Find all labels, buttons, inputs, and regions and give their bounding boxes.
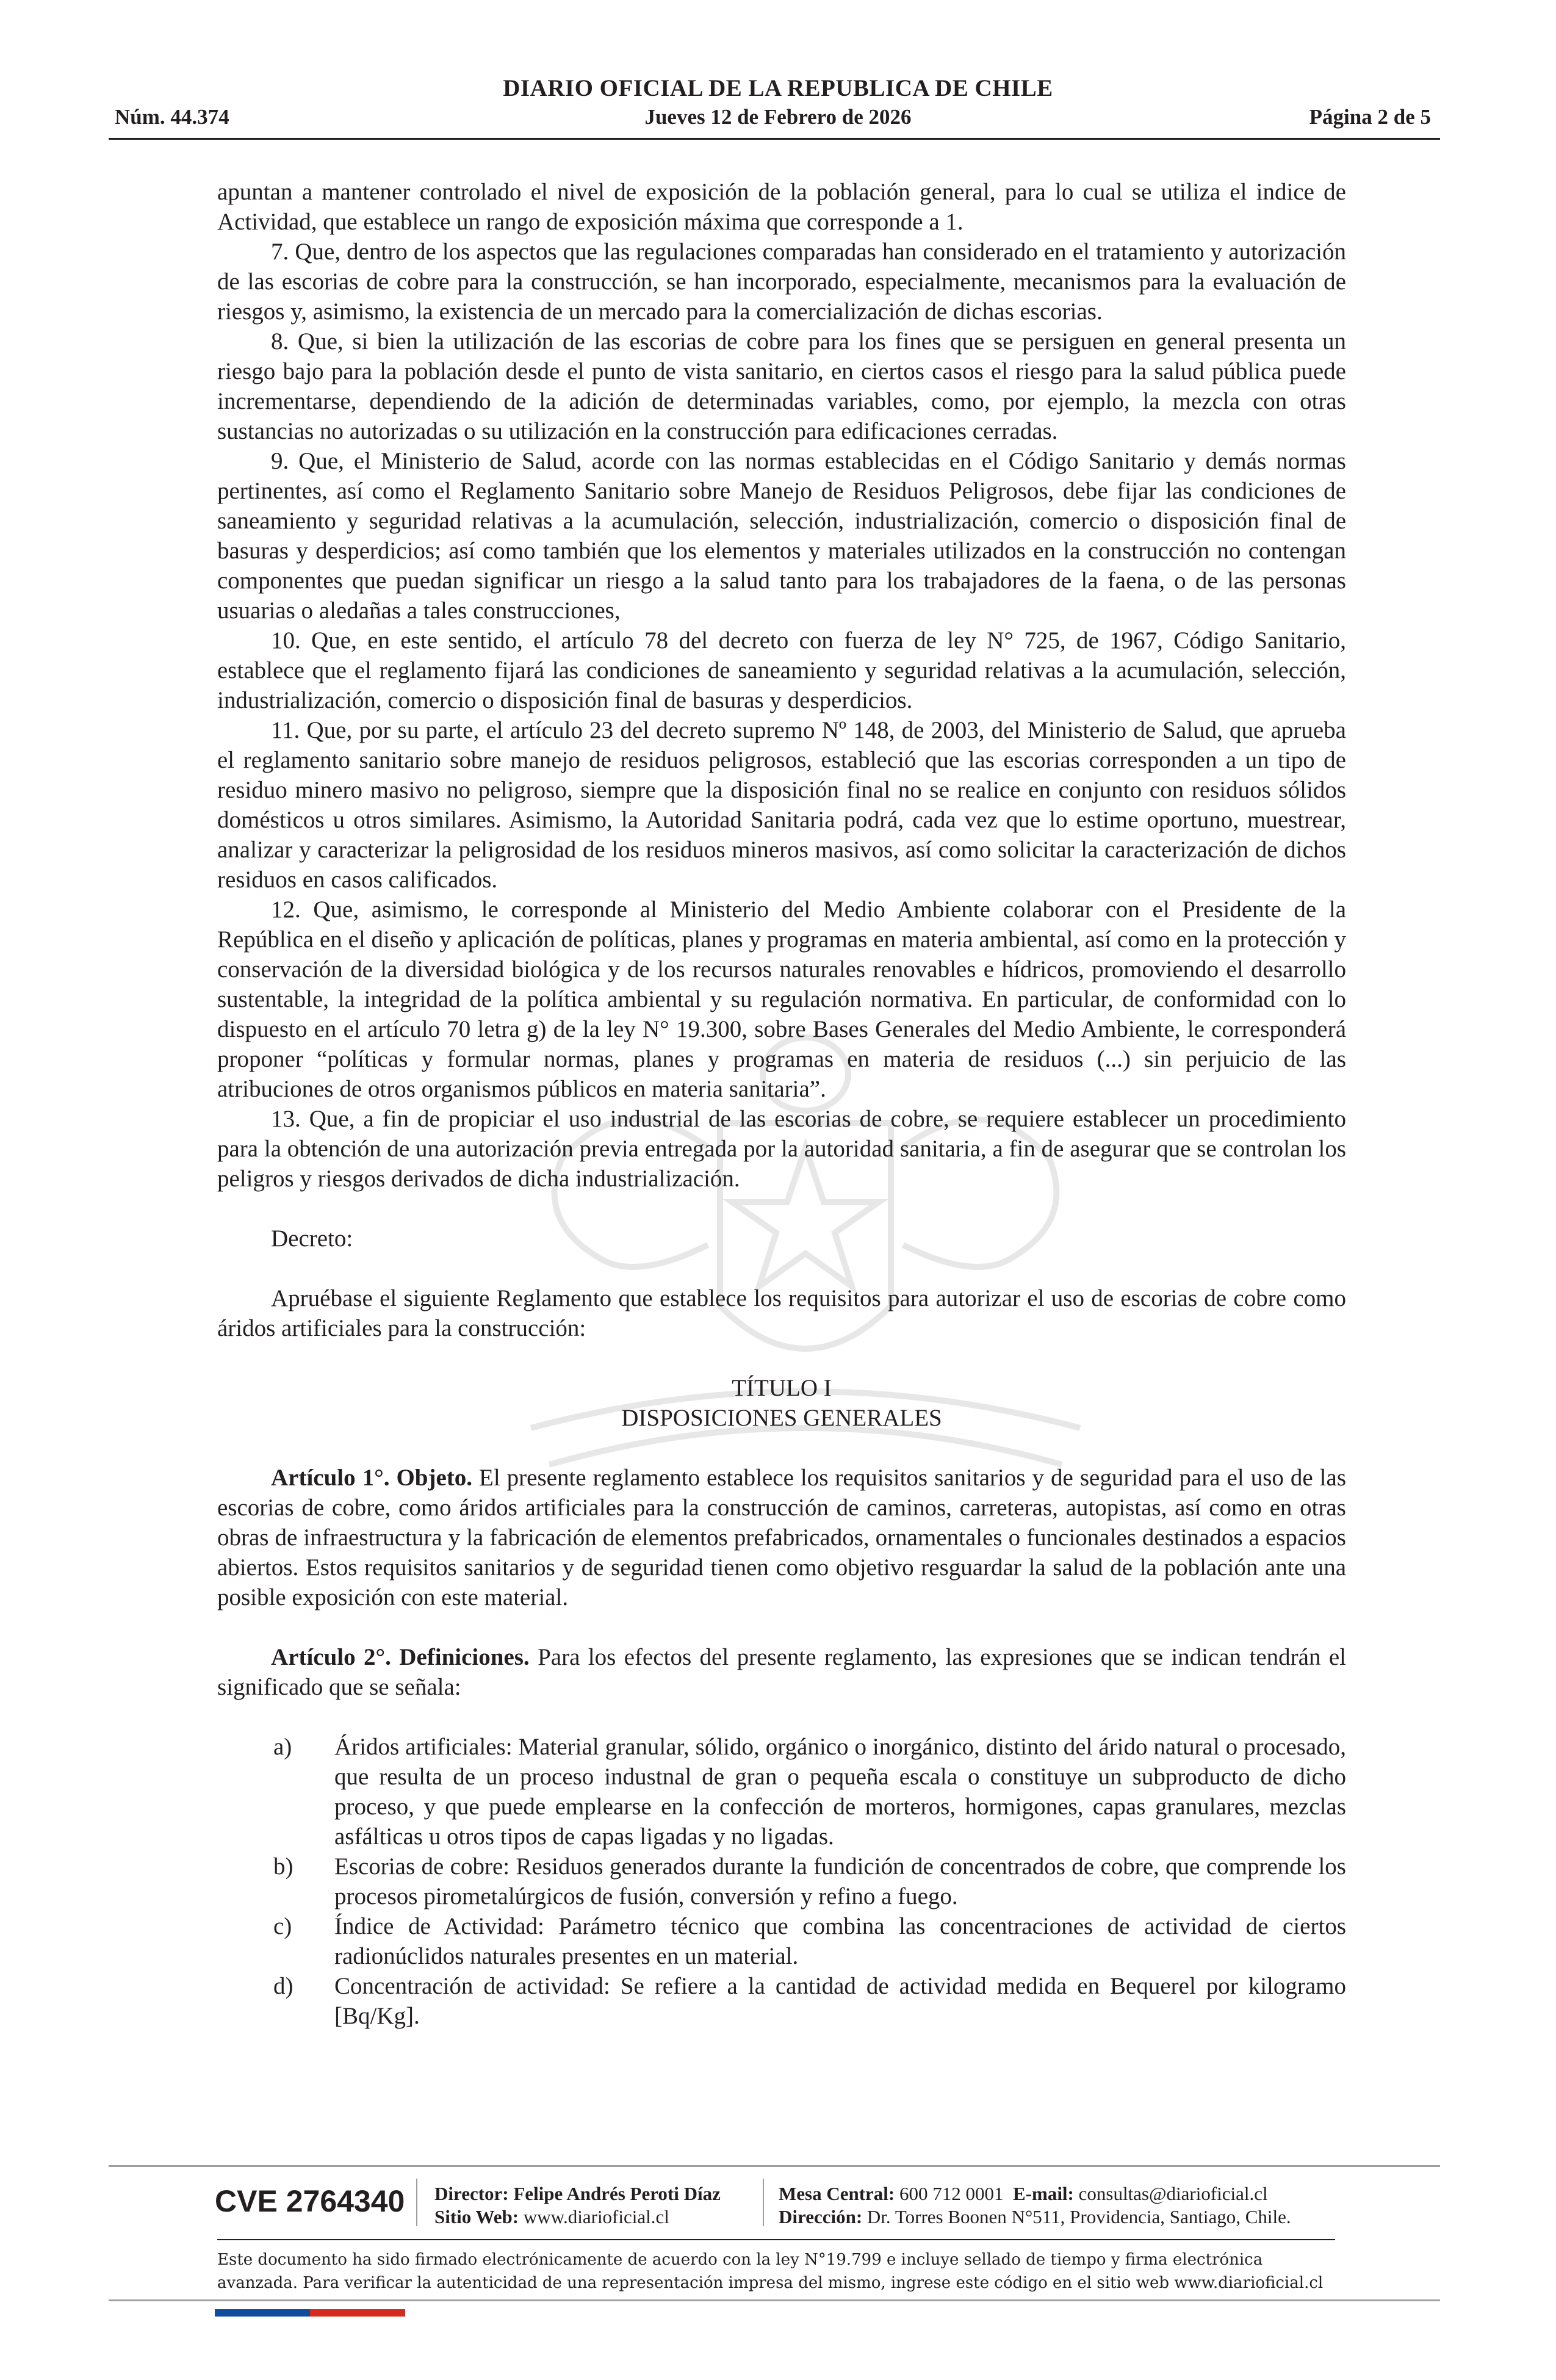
paragraph-continuation: apuntan a mantener controlado el nivel de exposición de la población general, para lo cual se utiliza el indice de Actividad, que establece un rango de exposición máxima que corresponde a 1. <box>217 179 1346 235</box>
address-label: Dirección: <box>779 2206 863 2227</box>
article-1 <box>217 1463 1346 1612</box>
footer-bottom-rule <box>109 2299 1440 2301</box>
decreto-label: Decreto: <box>271 1225 353 1252</box>
footer-mid-rule <box>217 2239 1335 2240</box>
list-item-text: Escorias de cobre: Residuos generados durante la fundición de concentrados de cobre, que comprende los procesos pirometalúrgicos de fusión, conversión y refino a fuego. <box>334 1853 1346 1909</box>
footer-top-rule <box>109 2165 1440 2167</box>
website-link[interactable]: www.diarioficial.cl <box>523 2206 669 2227</box>
article-1-text: El presente reglamento establece los requisitos sanitarios y de seguridad para el uso de las escorias de cobre, como áridos artificiales para la construcción de caminos, carreteras, autopistas, así como en otras obras de infraestructura y la fabricación de elementos prefabricados, ornamentales o funcionales destinados a espacios abiertos. Estos requisitos sanitarios y de seguridad tienen como objetivo resguardar la salud de la población ante una posible exposición con este material. <box>217 1465 1346 1610</box>
address-value: Dr. Torres Boonen N°511, Providencia, Santiago, Chile. <box>866 2206 1291 2227</box>
footer-separator <box>763 2179 764 2226</box>
list-item <box>217 1911 1346 1971</box>
title-heading: TÍTULO I <box>732 1375 832 1401</box>
flag-red-bar <box>310 2309 405 2317</box>
newspaper-title: DIARIO OFICIAL DE LA REPUBLICA DE CHILE <box>503 75 1053 101</box>
paragraph-10: 10. Que, en este sentido, el artículo 78 del decreto con fuerza de ley N° 725, de 1967, Código Sanitario, establece que el reglamento fijará las condiciones de saneamiento y seguridad relativas a la acumulación, selección, industrialización, comercio o disposición final de basuras y desperdicios. <box>217 627 1346 713</box>
list-item-text: Índice de Actividad: Parámetro técnico que combina las concentraciones de actividad de ciertos radionúclidos naturales presentes en un material. <box>334 1913 1346 1969</box>
list-item <box>217 1732 1346 1852</box>
paragraph-9: 9. Que, el Ministerio de Salud, acorde con las normas establecidas en el Código Sanitario y demás normas pertinentes, así como el Reglamento Sanitario sobre Manejo de Residuos Peligrosos, debe fijar las condiciones de saneamiento y seguridad relativas a la acumulación, selección, industrialización, comercio o disposición final de basuras y desperdicios; así como también que los elementos y materiales utilizados en la construcción no contengan componentes que puedan significar un riesgo a la salud tanto para los trabajadores de la faena, o de las personas usuarias o aledañas a tales construcciones, <box>217 448 1346 624</box>
definitions-list <box>217 1732 1346 2031</box>
paragraph-11: 11. Que, por su parte, el artículo 23 del decreto supremo Nº 148, de 2003, del Ministerio de Salud, que aprueba el reglamento sanitario sobre manejo de residuos peligrosos, estableció que las escorias corresponden a un tipo de residuo minero masivo no peligroso, siempre que la disposición final no se realice en conjunto con residuos sólidos domésticos u otros similares. Asimismo, la Autoridad Sanitaria podrá, cada vez que lo estime oportuno, muestrear, analizar y caracterizar la peligrosidad de los residuos mineros masivos, así como solicitar la caracterización de dichos residuos en casos calificados. <box>217 717 1346 893</box>
cve-code: CVE 2764340 <box>215 2184 405 2218</box>
paragraph-12: 12. Que, asimismo, le corresponde al Ministerio del Medio Ambiente colaborar con el Presidente de la República en el diseño y aplicación de políticas, planes y programas en materia ambiental, así como en la protección y conservación de la diversidad biológica y de los recursos naturales renovables e hídricos, promoviendo el desarrollo sustentable, la integridad de la política ambiental y su regulación normativa. En particular, de conformidad con lo dispuesto en el artículo 70 letra g) de la ley N° 19.300, sobre Bases Generales del Medio Ambiente, le corresponderá proponer “políticas y formular normas, planes y programas en materia de residuos (...) sin perjuicio de las atribuciones de otros organismos públicos en materia sanitaria”. <box>217 896 1346 1102</box>
list-item-text: Concentración de actividad: Se refiere a la cantidad de actividad medida en Bequerel por kilogramo [Bq/Kg]. <box>334 1973 1346 2029</box>
website-label: Sitio Web: <box>434 2206 519 2227</box>
footer-separator <box>416 2179 417 2226</box>
director-name: Felipe Andrés Peroti Díaz <box>513 2183 721 2204</box>
flag-blue-bar <box>215 2309 310 2317</box>
issue-date: Jueves 12 de Febrero de 2026 <box>644 105 912 129</box>
title-subheading: DISPOSICIONES GENERALES <box>621 1405 942 1431</box>
document-body <box>217 177 1346 2031</box>
article-2-title: Artículo 2°. Definiciones. <box>271 1644 530 1670</box>
article-2-text: Para los efectos del presente reglamento, las expresiones que se indican tendrán el significado que se señala: <box>217 1644 1346 1700</box>
issue-number: Núm. 44.374 <box>115 105 229 129</box>
list-item-marker: a) <box>273 1734 292 1760</box>
list-item <box>217 1852 1346 1911</box>
header-rule <box>109 138 1440 140</box>
page-indicator: Página 2 de 5 <box>1309 105 1431 129</box>
list-item-marker: c) <box>273 1913 292 1939</box>
signature-note-line-1: Este documento ha sido firmado electrónicamente de acuerdo con la ley N°19.799 e incluye sellado de tiempo y firma electrónica <box>217 2251 1263 2269</box>
list-item-marker: b) <box>273 1853 294 1880</box>
list-item-marker: d) <box>273 1973 294 1999</box>
list-item <box>217 1971 1346 2031</box>
apruebase-paragraph: Apruébase el siguiente Reglamento que establece los requisitos para autorizar el uso de escorias de cobre como áridos artificiales para la construcción: <box>217 1285 1346 1341</box>
paragraph-7: 7. Que, dentro de los aspectos que las regulaciones comparadas han considerado en el tratamiento y autorización de las escorias de cobre para la construcción, se han incorporado, especialmente, mecanismos para la evaluación de riesgos y, asimismo, la existencia de un mercado para la comercialización de dichas escorias. <box>217 239 1346 325</box>
email-label: E-mail: <box>1013 2183 1074 2204</box>
mesa-phone: 600 712 0001 <box>899 2183 1004 2204</box>
article-1-title: Artículo 1°. Objeto. <box>271 1465 473 1491</box>
email-link[interactable]: consultas@diarioficial.cl <box>1078 2183 1268 2204</box>
paragraph-13: 13. Que, a fin de propiciar el uso industrial de las escorias de cobre, se requiere establecer un procedimiento para la obtención de una autorización previa entregada por la autoridad sanitaria, a fin de asegurar que se controlan los peligros y riesgos derivados de dicha industrialización. <box>217 1106 1346 1192</box>
footer-contact-block <box>779 2182 1291 2229</box>
signature-note <box>217 2248 1352 2295</box>
director-label: Director: <box>434 2183 509 2204</box>
list-item-text: Áridos artificiales: Material granular, sólido, orgánico o inorgánico, distinto del árido natural o procesado, que resulta de un proceso industnal de gran o pequeña escala o constituye un subproducto de dicho proceso, y que puede emplearse en la confección de morteros, hormigones, capas granulares, mezclas asfálticas u otros tipos de capas ligadas y no ligadas. <box>334 1734 1346 1850</box>
mesa-label: Mesa Central: <box>779 2183 895 2204</box>
signature-note-line-2: avanzada. Para verificar la autenticidad de una representación impresa del mismo, ingrese este código en el sitio web www.diarioficial.cl <box>217 2274 1324 2292</box>
article-2 <box>217 1642 1346 1702</box>
footer-director-block <box>434 2182 721 2229</box>
paragraph-8: 8. Que, si bien la utilización de las escorias de cobre para los fines que se persiguen en general presenta un riesgo bajo para la población desde el punto de vista sanitario, en ciertos casos el riesgo para la salud pública puede incrementarse, dependiendo de la adición de determinadas variables, como, por ejemplo, la mezcla con otras sustancias no autorizadas o su utilización en la construcción para edificaciones cerradas. <box>217 328 1346 444</box>
